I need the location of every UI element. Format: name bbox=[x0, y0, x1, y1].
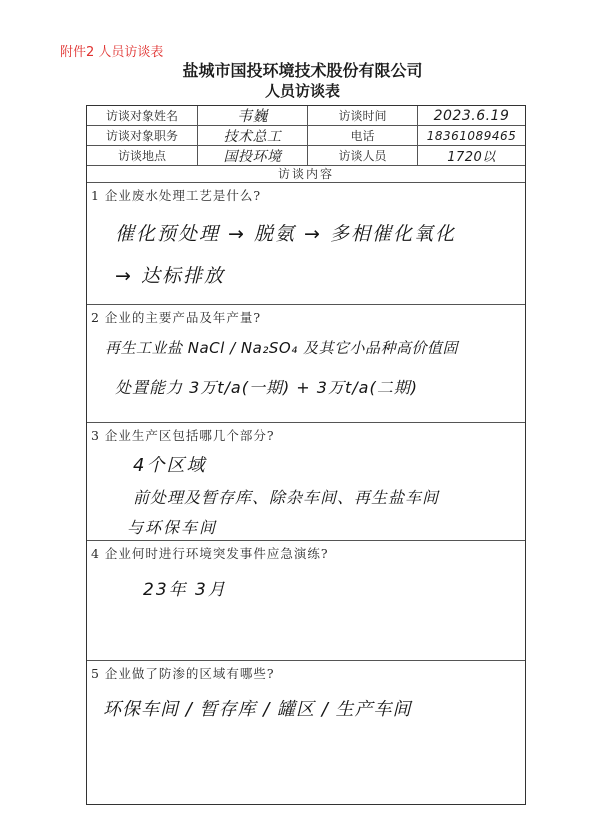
question-text: 1 企业废水处理工艺是什么? bbox=[91, 188, 262, 203]
time-value: 2023.6.19 bbox=[417, 106, 525, 125]
question-section-1 bbox=[87, 183, 525, 305]
answer-line: 与环保车间 bbox=[127, 518, 218, 537]
info-row-name-time bbox=[87, 106, 525, 126]
answer-line: 催化预处理 → 脱氨 → 多相催化氧化 bbox=[115, 223, 456, 245]
info-row-position-phone bbox=[87, 126, 525, 146]
answer-line: → 达标排放 bbox=[115, 265, 225, 287]
question-text: 4 企业何时进行环境突发事件应急演练? bbox=[91, 546, 329, 561]
answer-line: 前处理及暂存库、除杂车间、再生盐车间 bbox=[133, 488, 440, 507]
interviewer-value: 1720以 bbox=[417, 146, 525, 165]
phone-label: 电话 bbox=[307, 126, 417, 145]
question-section-2 bbox=[87, 305, 525, 423]
question-section-5 bbox=[87, 661, 525, 804]
interview-form bbox=[86, 105, 526, 805]
form-title: 人员访谈表 bbox=[264, 82, 340, 100]
question-text: 2 企业的主要产品及年产量? bbox=[91, 310, 262, 325]
question-section-4 bbox=[87, 541, 525, 661]
interviewer-label: 访谈人员 bbox=[307, 146, 417, 165]
answer-line: 再生工业盐 NaCl / Na₂SO₄ 及其它小品种高价值固 bbox=[105, 339, 458, 357]
position-label: 访谈对象职务 bbox=[105, 129, 178, 143]
info-row-location-interviewer bbox=[87, 146, 525, 166]
time-label: 访谈时间 bbox=[307, 106, 417, 125]
answer-line: 环保车间 / 暂存库 / 罐区 / 生产车间 bbox=[103, 699, 412, 720]
location-value: 国投环境 bbox=[197, 146, 307, 165]
question-text: 3 企业生产区包括哪几个部分? bbox=[91, 428, 275, 443]
question-section-3 bbox=[87, 423, 525, 541]
attachment-label: 附件2 人员访谈表 bbox=[60, 45, 164, 60]
phone-value: 18361089465 bbox=[417, 126, 525, 145]
position-value: 技术总工 bbox=[197, 126, 307, 145]
answer-line: 23年 3月 bbox=[143, 580, 227, 600]
company-name: 盐城市国投环境技术股份有限公司 bbox=[182, 61, 423, 80]
location-label: 访谈地点 bbox=[117, 149, 166, 163]
name-value: 韦巍 bbox=[197, 106, 307, 125]
question-text: 5 企业做了防渗的区域有哪些? bbox=[91, 666, 275, 681]
name-label: 访谈对象姓名 bbox=[105, 109, 178, 123]
answer-line: 4个区域 bbox=[133, 455, 207, 476]
content-header: 访谈内容 bbox=[87, 166, 525, 183]
answer-line: 处置能力 3万t/a(一期) + 3万t/a(二期) bbox=[115, 378, 418, 397]
